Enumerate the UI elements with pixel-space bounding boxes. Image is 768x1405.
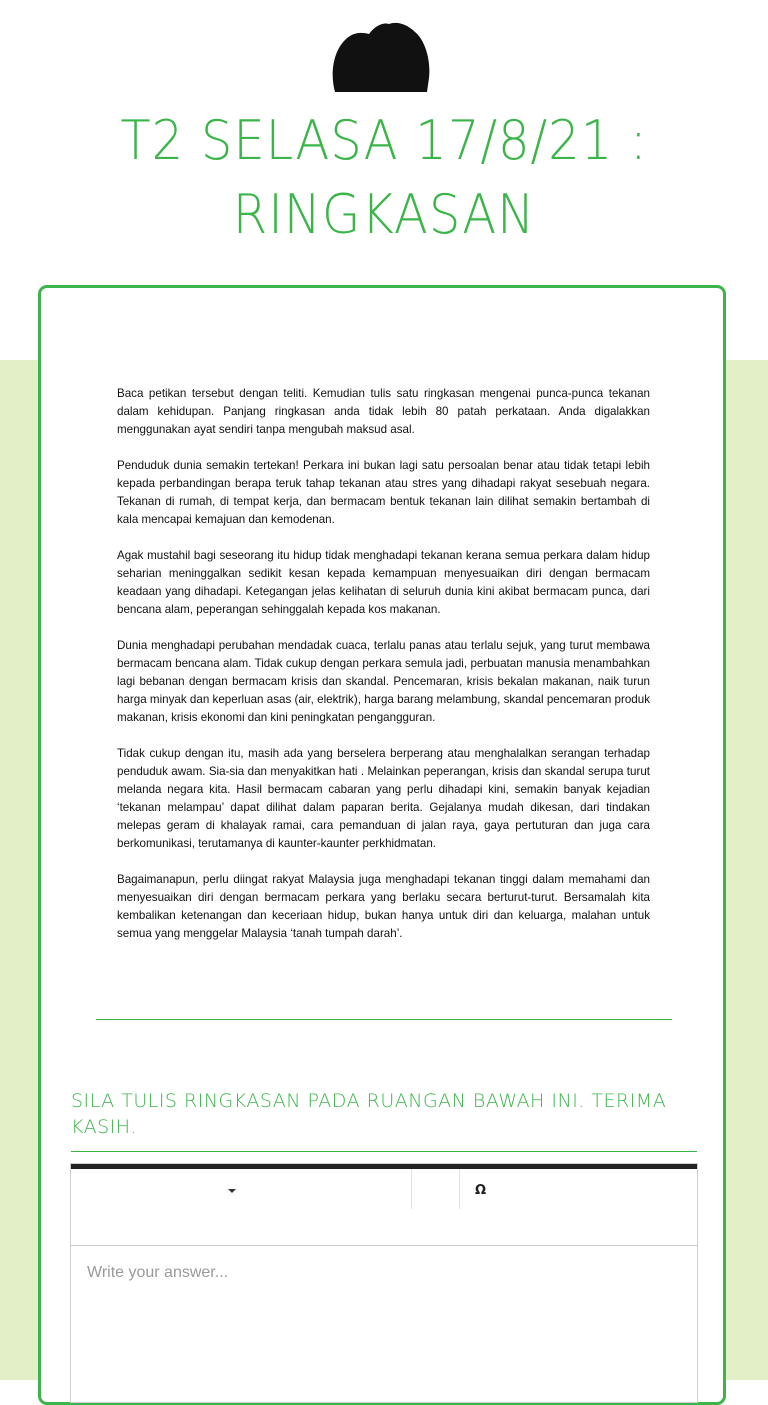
format-dropdown[interactable] — [71, 1169, 412, 1209]
page-title: T2 SELASA 17/8/21 : RINGKASAN — [120, 109, 648, 246]
passage-paragraph: Agak mustahil bagi seseorang itu hidup tidak menghadapi tekanan kerana semua perkara dalam hidup seharian meninggalkan sedikit kesan kepada kemampuan menyesuaikan diri dengan bermacam keadaan yang dihadapi. Ketegangan jelas kelihatan di seluruh dunia kini akibat bermacam punca, dari bencana alam, peperangan sehinggalah kepada kos makanan. — [117, 549, 650, 616]
editor-toolbar — [71, 1169, 697, 1246]
passage-paragraph: Tidak cukup dengan itu, masih ada yang berselera berperang atau menghalalkan serangan terhadap penduduk awam. Sia-sia dan menyakitkan hati . Melainkan peperangan, krisis dan skandal serupa turut melanda negara kita. Hasil bermacam cabaran yang perlu dihadapi kini, semakin banyak kejadian ‘tekanan melampau’ dapat dilihat dalam paparan berita. Gejalanya mudah dikesan, dari tindakan melepas geram di khalayak ramai, cara pemanduan di jalan raya, gaya pertuturan dan juga cara berkomunikasi, terutamanya di kaunter-kaunter perkhidmatan. — [117, 747, 650, 850]
answer-input[interactable] — [71, 1246, 697, 1396]
passage-paragraph: Bagaimanapun, perlu diingat rakyat Malaysia juga menghadapi tekanan tinggi dalam memahami dan menyesuaikan diri dengan bermacam perkara yang berlaku secara berturut-turut. Bersamalah kita kembalikan ketenangan dan keceriaan hidup, bukan hanya untuk diri dan keluarga, malahan untuk semua yang menggelar Malaysia ‘tanah tumpah darah’. — [117, 873, 650, 940]
passage-paragraph: Penduduk dunia semakin tertekan! Perkara ini bukan lagi satu persoalan benar atau tidak tetapi lebih kepada perbandingan berapa teruk tahap tekanan atau stres yang dihadapi rakyat sesebuah negara. Tekanan di rumah, di tempat kerja, dan bermacam bentuk tekanan lain dilihat semakin bertambah di kala mencapai kemajuan dan kemodenan. — [117, 459, 650, 526]
question-underline — [71, 1151, 697, 1152]
toolbar-button[interactable] — [412, 1169, 460, 1209]
chevron-down-icon — [228, 1189, 236, 1193]
question-prompt: SILA TULIS RINGKASAN PADA RUANGAN BAWAH INI. TERIMA KASIH. — [71, 1090, 667, 1138]
passage-paragraph: Dunia menghadapi perubahan mendadak cuaca, terlalu panas atau terlalu sejuk, yang turut membawa bermacam bencana alam. Tidak cukup dengan perkara semula jadi, perbuatan manusia menambahkan lagi bebanan dengan bermacam krisis dan skandal. Pencemaran, krisis bekalan makanan, naik turun harga minyak dan keperluan asas (air, elektrik), harga barang melambung, skandal pencemaran produk makanan, krisis ekonomi dan kini peningkatan pengangguran. — [117, 639, 650, 724]
reading-passage — [117, 385, 650, 961]
section-divider — [96, 1019, 672, 1020]
special-character-button[interactable]: Ω — [475, 1183, 487, 1198]
passage-paragraph: Baca petikan tersebut dengan teliti. Kemudian tulis satu ringkasan mengenai punca-punca tekanan dalam kehidupan. Panjang ringkasan anda tidak lebih 80 patah perkataan. Anda digalakkan menggunakan ayat sendiri tanpa mengubah maksud asal. — [117, 387, 650, 436]
avatar — [327, 20, 433, 92]
answer-editor — [70, 1163, 698, 1403]
